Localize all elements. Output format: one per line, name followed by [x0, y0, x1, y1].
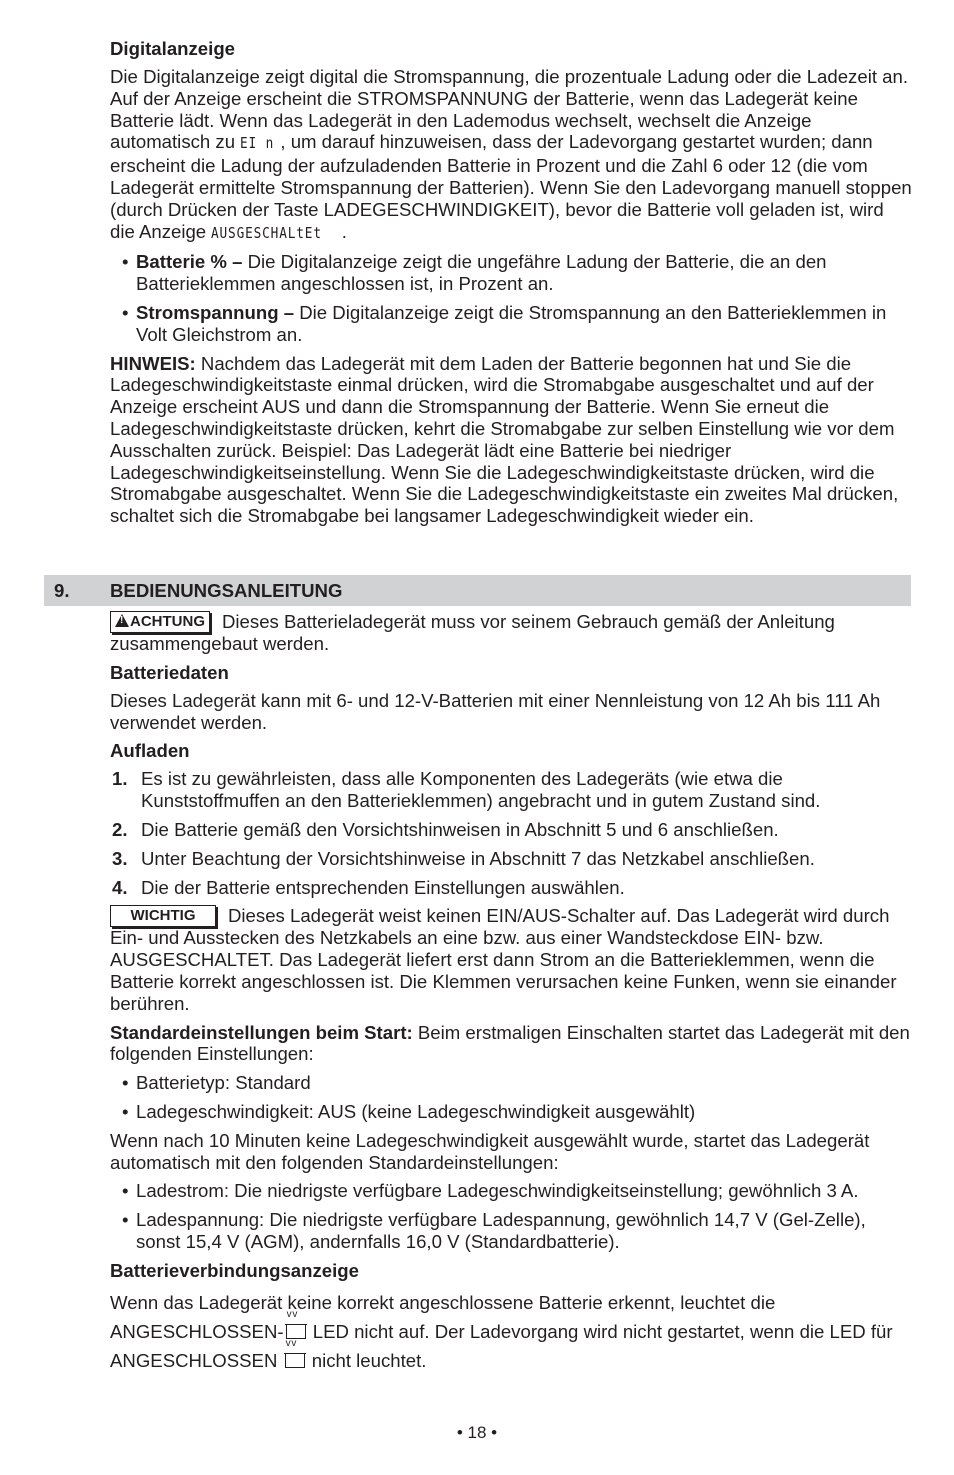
step-number: 1. — [112, 768, 128, 790]
note-paragraph — [110, 353, 912, 527]
segment-display-ausgeschaltet: AUSGESCHALtEt — [211, 223, 323, 242]
important-text: Dieses Ladegerät weist keinen EIN/AUS-Schalter auf. Das Ladegerät wird durch Ein- und Ausstecken des Netzkabels an eine bzw. aus einer Wandsteckdose EIN- bzw. AUSGESCHALTET. Das Ladegerät liefert erst dann Strom an die Batterieklemmen, wenn die Batterie korrekt angeschlossen ist. Die Klemmen verursachen keine Funken, wenn sie einander berühren. — [110, 905, 897, 1014]
battery-connected-icon — [286, 1324, 306, 1339]
defaults-text: Beim erstmaligen Einschalten startet das Ladegerät mit den folgenden Einstellungen: — [110, 1021, 910, 1065]
digital-text-a: Die Digitalanzeige zeigt digital die Stromspannung, die prozentuale Ladung oder die Ladezeit an. Auf der Anzeige erscheint die STROMSPANNUNG der Batterie, wenn das Ladegerät keine Batterie lädt. Wenn das Ladegerät in den Lademodus wechselt, wechselt die Anzeige automatisch zu — [110, 66, 909, 153]
bullet-text: Die Digitalanzeige zeigt die Stromspannung an den Batterieklemmen in Volt Gleichstrom an. — [136, 301, 887, 345]
battery-data-text: Dieses Ladegerät kann mit 6- und 12-V-Batterien mit einer Nennleistung von 12 Ah bis 111 Ah verwendet werden. — [110, 689, 881, 733]
bullet-term: Stromspannung – — [136, 301, 295, 323]
list-item — [110, 848, 912, 870]
important-signal: WICHTIG — [110, 905, 216, 927]
step-text: Die der Batterie entsprechenden Einstellungen auswählen. — [141, 876, 625, 898]
list-item: • Ladespannung: Die niedrigste verfügbare Ladespannung, gewöhnlich 14,7 V (Gel-Zelle), sonst 15,4 V (AGM), andernfalls 16,0 V (Standardbatterie). — [110, 1209, 912, 1253]
defaults-term: Standardeinstellungen beim Start: — [110, 1021, 413, 1043]
defaults-bullets-2 — [110, 1180, 912, 1252]
important-paragraph — [110, 905, 912, 1014]
step-number: 2. — [112, 818, 128, 840]
battery-connected-icon — [285, 1353, 305, 1368]
content-bottom — [110, 611, 912, 1382]
warning-triangle-icon — [115, 614, 129, 627]
list-item — [110, 251, 912, 295]
connection-heading: Batterieverbindungsanzeige — [110, 1259, 360, 1281]
step-text: Unter Beachtung der Vorsichtshinweise in Abschnitt 7 das Netzkabel anschließen. — [141, 847, 815, 869]
connection-text-2: LED nicht auf. Der Ladevorgang wird nicht gestartet, wenn die LED für ANGESCHLOSSEN — [110, 1320, 893, 1371]
caution-text: Dieses Batterieladegerät muss vor seinem Gebrauch gemäß der Anleitung zusammengebaut werden. — [110, 611, 835, 654]
digital-heading: Digitalanzeige — [110, 38, 236, 59]
segment-display-ein: EI n — [240, 134, 275, 153]
connection-paragraph — [110, 1288, 912, 1375]
note-term: HINWEIS: — [110, 352, 196, 374]
step-number: 4. — [112, 876, 128, 898]
list-item — [110, 877, 912, 899]
list-item — [110, 768, 912, 812]
page-number: • 18 • — [456, 1423, 498, 1442]
section-title: BEDIENUNGSANLEITUNG — [110, 580, 343, 601]
list-item — [110, 819, 912, 841]
connection-text-3: nicht leuchtet. — [306, 1349, 427, 1371]
defaults-bullets — [110, 1072, 912, 1123]
step-text: Die Batterie gemäß den Vorsichtshinweisen in Abschnitt 5 und 6 anschließen. — [141, 818, 779, 840]
caution-signal — [110, 611, 210, 633]
list-item — [110, 302, 912, 346]
digital-paragraph — [110, 66, 912, 244]
section-header — [44, 575, 911, 606]
digital-text-b: , um darauf hinzuweisen, dass der Ladevorgang gestartet wurden; dann erscheint die Ladung der aufzuladenden Batterie in Prozent und die Zahl 6 oder 12 (die vom Ladegerät ermittelte Stromspannung der Batterien). Wenn Sie den Ladevorgang manuell stoppen (durch Drücken der Taste LADEGESCHWINDIGKEIT), bevor die Batterie voll geladen ist, wird die Anzeige — [110, 131, 912, 242]
content-top — [110, 38, 912, 534]
caution-paragraph — [110, 611, 912, 655]
caution-label: ACHTUNG — [130, 613, 205, 630]
step-number: 3. — [112, 847, 128, 869]
list-item: • Ladestrom: Die niedrigste verfügbare Ladegeschwindigkeitseinstellung; gewöhnlich 3 A. — [110, 1180, 912, 1202]
defaults-after: Wenn nach 10 Minuten keine Ladegeschwindigkeit ausgewählt wurde, startet das Ladegerät automatisch mit den folgenden Standardeinstellungen: — [110, 1129, 870, 1173]
charging-steps — [110, 768, 912, 898]
bullet-text: Die Digitalanzeige zeigt die ungefähre Ladung der Batterie, die an den Batterieklemmen angeschlossen ist, in Prozent an. — [136, 251, 827, 295]
step-text: Es ist zu gewährleisten, dass alle Komponenten des Ladegeräts (wie etwa die Kunststoffmuffen an den Batterieklemmen) angebracht und in gutem Zustand sind. — [141, 768, 821, 812]
section-number: 9. — [54, 580, 70, 601]
connection-text-1: Wenn das Ladegerät keine korrekt angeschlossene Batterie erkennt, leuchtet die ANGESCHLOSSEN- — [110, 1291, 776, 1342]
list-item: • Ladegeschwindigkeit: AUS (keine Ladegeschwindigkeit ausgewählt) — [110, 1101, 912, 1123]
digital-text-c: . — [341, 220, 347, 242]
note-text: Nachdem das Ladegerät mit dem Laden der Batterie begonnen hat und Sie die Ladegeschwindigkeitstaste einmal drücken, wird die Stromabgabe ausgeschaltet und auf der Anzeige erscheint AUS und dann die Stromspannung der Batterie. Wenn Sie erneut die Ladegeschwindigkeitstaste drücken, kehrt die Stromabgabe zur selben Einstellung wie vor dem Ausschalten zurück. Beispiel: Das Ladegerät lädt eine Batterie bei niedriger Ladegeschwindigkeitseinstellung. Wenn Sie die Ladegeschwindigkeitstaste drücken, wird die Stromabgabe ausgeschaltet. Wenn Sie die Ladegeschwindigkeitstaste ein zweites Mal drücken, schaltet sich die Stromabgabe bei langsamer Ladegeschwindigkeit wieder ein. — [110, 352, 899, 527]
battery-data-heading: Batteriedaten — [110, 661, 229, 683]
bullet-term: Batterie % – — [136, 251, 243, 273]
defaults-paragraph — [110, 1022, 912, 1066]
digital-bullets — [110, 251, 912, 345]
list-item: • Batterietyp: Standard — [110, 1072, 912, 1094]
charging-heading: Aufladen — [110, 740, 190, 762]
